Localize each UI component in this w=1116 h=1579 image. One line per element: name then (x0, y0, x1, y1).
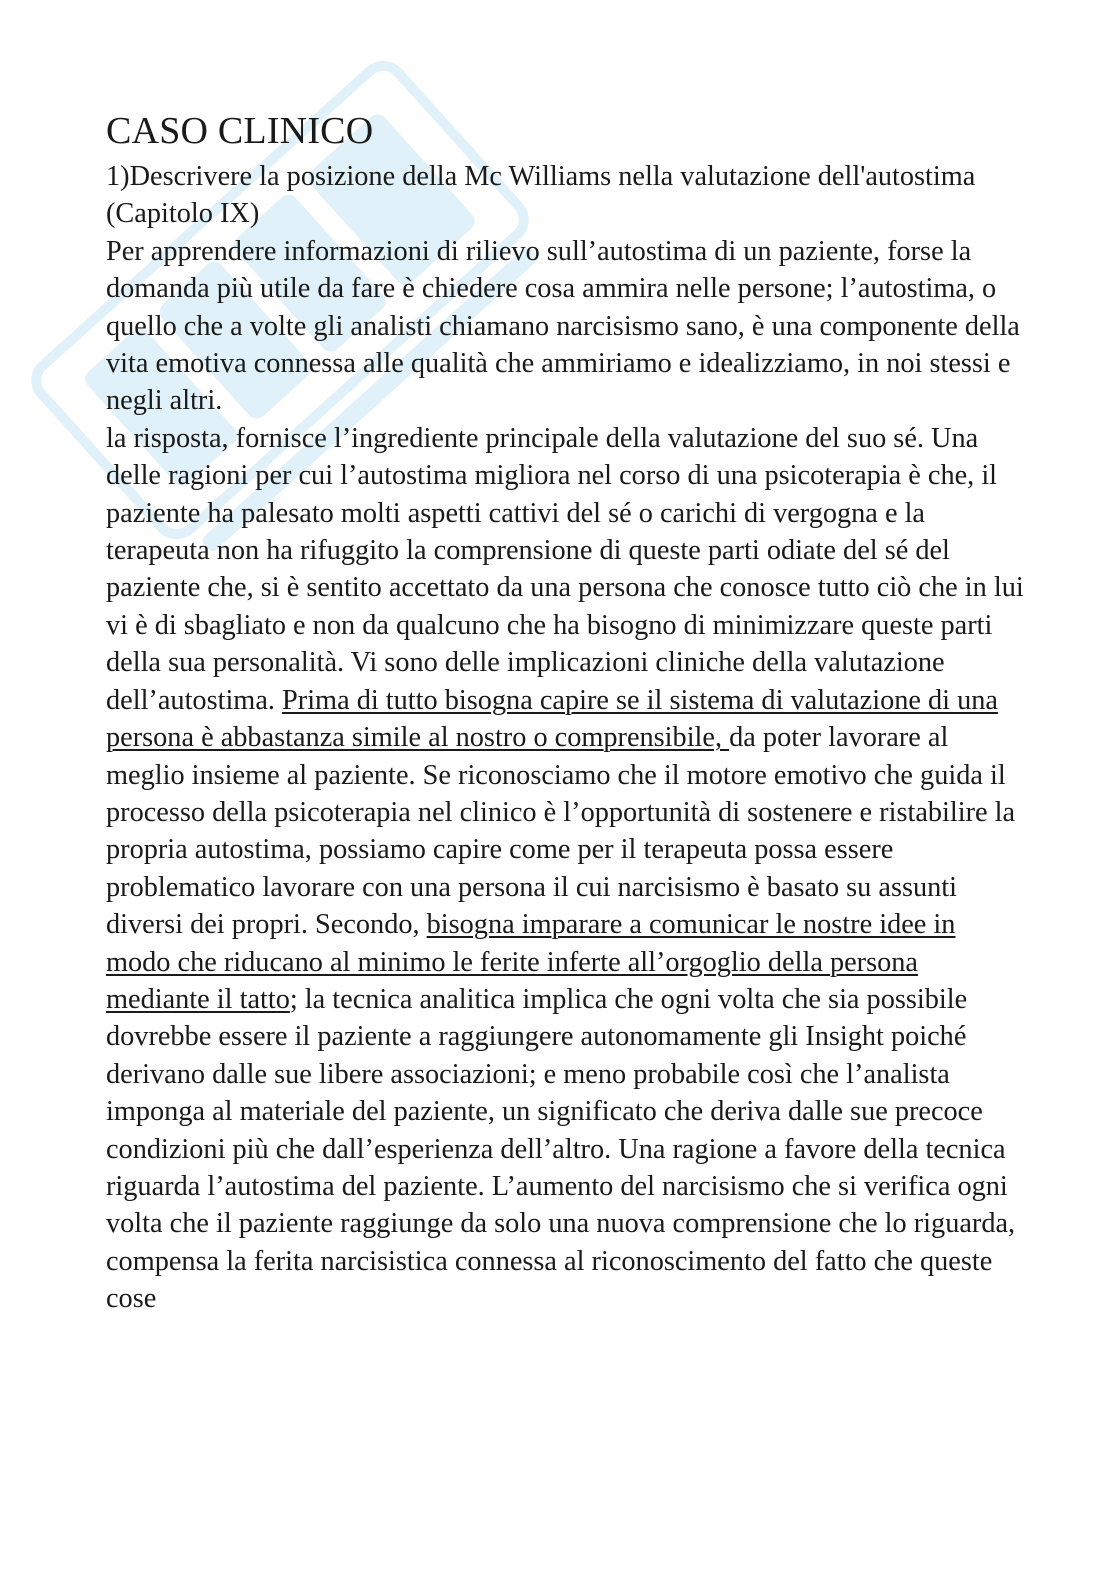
underlined-passage: Prima di tutto bisogna capire se il sistema di valutazione di una persona è abbastanza simile al nostro o comprensibile, (106, 684, 998, 754)
paragraph-2-text: da poter lavorare al meglio insieme al paziente. Se riconosciamo che il motore emotivo che guida il processo della psicoterapia nel clinico è l’opportunità di sostenere e ristabilire la propria autostima, possiamo capire come per il terapeuta possa essere problematico lavorare con una persona il cui narcisismo è basato su assunti diversi dei propri. Secondo, (106, 722, 1016, 941)
paragraph-2-text: ; la tecnica analitica implica che ogni volta che sia possibile dovrebbe essere il paziente a raggiungere autonomamente gli Insight poiché derivano dalle sue libere associazioni; e meno probabile così che l’analista imponga al materiale del paziente, un significato che deriva dalle sue precoce condizioni più che dall’esperienza dell’altro. Una ragione a favore della tecnica riguarda l’autostima del paziente. L’aumento del narcisismo che si verifica ogni volta che il paziente raggiunge da solo una nuova comprensione che lo riguarda, compensa la ferita narcisistica connessa al riconoscimento del fatto che queste cose (106, 983, 1016, 1315)
question-text: 1)Descrivere la posizione della Mc Williams nella valutazione dell'autostima (Capitolo IX) (106, 161, 976, 230)
document-title: CASO CLINICO (106, 110, 374, 152)
paragraph-2-text: la risposta, fornisce l’ingrediente principale della valutazione del suo sé. Una delle ragioni per cui l’autostima migliora nel corso di una psicoterapia è che, il paziente ha palesato molti aspetti cattivi del sé o carichi di vergogna e la terapeuta non ha rifuggito la comprensione di queste parti odiate del sé del paziente che, si è sentito accettato da una persona che conosce tutto ciò che in lui vi è di sbagliato e non da qualcuno che ha bisogno di minimizzare queste parti della sua personalità. Vi sono delle implicazioni cliniche della valutazione dell’autostima. (106, 422, 1024, 716)
paragraph-1: Per apprendere informazioni di rilievo sull’autostima di un paziente, forse la domanda più utile da fare è chiedere cosa ammira nelle persone; l’autostima, o quello che a volte gli analisti chiamano narcisismo sano, è una componente della vita emotiva connessa alle qualità che ammiriamo e idealizziamo, in noi stessi e negli altri. (106, 235, 1020, 417)
underlined-passage: bisogna imparare a comunicar le nostre idee in modo che riducano al minimo le ferite inferte all’orgoglio della persona mediante il tatto (106, 909, 956, 1015)
paragraph-2 (106, 420, 1026, 1318)
document-page (106, 106, 1026, 1318)
